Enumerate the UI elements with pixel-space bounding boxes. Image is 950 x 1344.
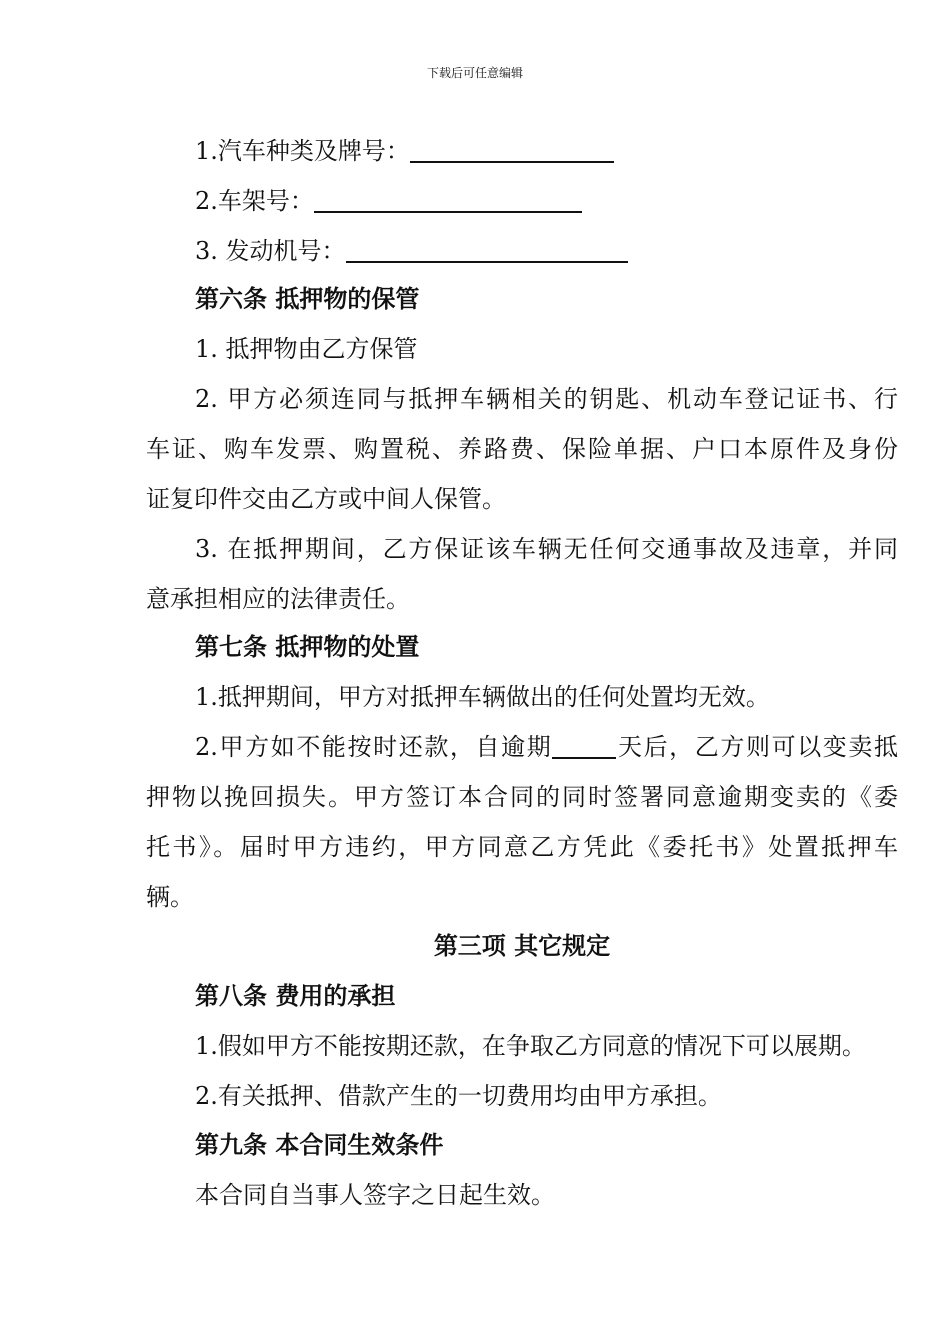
field-engine-number bbox=[195, 236, 898, 266]
field-label: 2.车架号： bbox=[195, 187, 314, 215]
article-6-item-2-line-1: 2. 甲方必须连同与抵押车辆相关的钥匙、机动车登记证书、行 bbox=[195, 385, 898, 413]
section-3-title: 第三项 其它规定 bbox=[433, 931, 611, 960]
blank-line bbox=[552, 733, 616, 759]
field-frame-number bbox=[195, 186, 898, 216]
article-7-item-2-line-1 bbox=[195, 732, 898, 762]
article-6-item-2-line-2: 车证、购车发票、购置税、养路费、保险单据、户口本原件及身份 bbox=[146, 435, 898, 463]
field-car-type bbox=[195, 136, 898, 166]
article-6-item-3-line-1: 3. 在抵押期间，乙方保证该车辆无任何交通事故及违章，并同 bbox=[195, 535, 898, 563]
article-6-item-2-line-3: 证复印件交由乙方或中间人保管。 bbox=[146, 485, 506, 513]
article-7-item-2-pre: 2.甲方如不能按时还款，自逾期 bbox=[195, 733, 553, 761]
article-7-item-2-post: 天后，乙方则可以变卖抵 bbox=[616, 733, 898, 761]
article-8-item-2: 2.有关抵押、借款产生的一切费用均由甲方承担。 bbox=[195, 1082, 722, 1110]
article-7-title: 第七条 抵押物的处置 bbox=[195, 632, 420, 661]
article-6-item-3-line-2: 意承担相应的法律责任。 bbox=[146, 585, 410, 613]
article-7-item-2-line-2: 押物以挽回损失。甲方签订本合同的同时签署同意逾期变卖的《委 bbox=[146, 783, 898, 811]
article-9-title: 第九条 本合同生效条件 bbox=[195, 1130, 444, 1159]
page-header: 下载后可任意编辑 bbox=[426, 66, 523, 80]
blank-line bbox=[346, 237, 628, 263]
blank-line bbox=[314, 187, 582, 213]
article-8-title: 第八条 费用的承担 bbox=[195, 981, 396, 1010]
field-label: 1.汽车种类及牌号： bbox=[195, 137, 410, 165]
article-7-item-2-line-3: 托书》。届时甲方违约，甲方同意乙方凭此《委托书》处置抵押车 bbox=[146, 833, 898, 861]
article-9-body: 本合同自当事人签字之日起生效。 bbox=[195, 1181, 555, 1209]
blank-line bbox=[410, 137, 614, 163]
article-7-item-2-line-4: 辆。 bbox=[146, 883, 194, 911]
article-6-title: 第六条 抵押物的保管 bbox=[195, 284, 420, 313]
article-7-item-1: 1.抵押期间，甲方对抵押车辆做出的任何处置均无效。 bbox=[195, 683, 770, 711]
article-6-item-1: 1. 抵押物由乙方保管 bbox=[195, 335, 418, 363]
article-8-item-1: 1.假如甲方不能按期还款，在争取乙方同意的情况下可以展期。 bbox=[195, 1032, 866, 1060]
field-label: 3. 发动机号： bbox=[195, 237, 346, 265]
